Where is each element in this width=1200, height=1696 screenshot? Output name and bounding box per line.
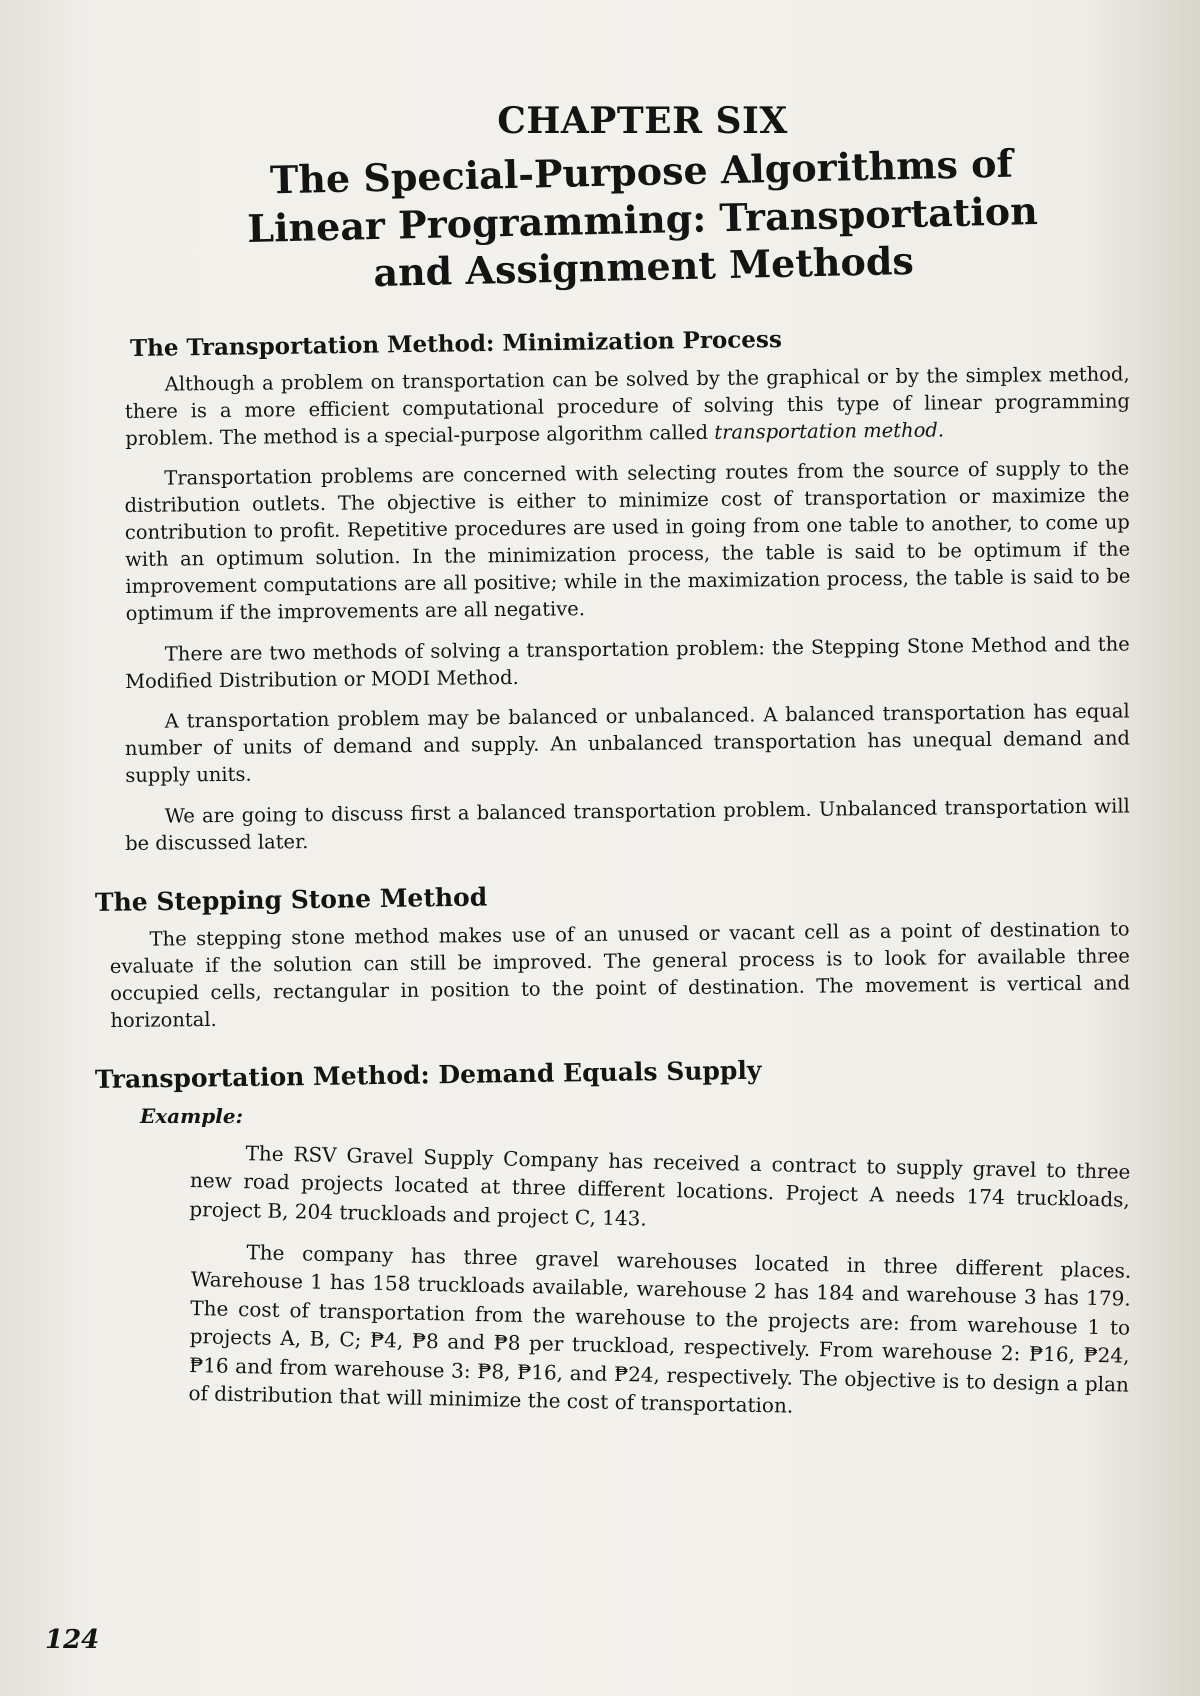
paragraph-intro [125, 361, 1131, 452]
paragraph-two-methods: There are two methods of solving a transportation problem: the Stepping Stone Method and the Modified Distribution or MODI Method. [125, 632, 1130, 693]
chapter-title-line-3: and Assignment Methods [372, 237, 915, 296]
chapter-title [154, 137, 1132, 302]
section-heading-demand-supply: Transportation Method: Demand Equals Supply [94, 1055, 762, 1094]
chapter-title-line-1: The Special-Purpose Algorithms of [269, 140, 1014, 203]
chapter-header [155, 100, 1130, 296]
page-number: 124 [45, 1625, 100, 1655]
chapter-title-line-2: Linear Programming: Transportation [246, 187, 1039, 251]
paragraph-example-contract: The RSV Gravel Supply Company has received a contract to supply gravel to three new road projects located at three different locations. Project A needs 174 truckloads, project B, 204 truckloads and project C, 143. [189, 1140, 1131, 1230]
page-content [95, 100, 1130, 1421]
paragraph-intro-emphasis: transportation method. [714, 417, 945, 444]
section-heading-stepping-stone: The Stepping Stone Method [94, 882, 488, 917]
paragraph-discuss-first: We are going to discuss first a balanced transportation problem. Unbalanced transportation will be discussed later. [125, 794, 1130, 856]
example-label: Example: [140, 1103, 243, 1128]
paragraph-balanced: A transportation problem may be balanced or unbalanced. A balanced transportation has equal number of units of demand and supply. An unbalanced transportation has unequal demand and supply units. [124, 699, 1131, 788]
section-heading-minimization: The Transportation Method: Minimization Process [129, 325, 783, 362]
paragraph-example-warehouses: The company has three gravel warehouses located in three different places. Warehouse 1 has 158 truckloads available, warehouse 2 has 184 and warehouse 3 has 179. The cost of transportation from the warehouse to the projects are: from warehouse 1 to projects A, B, C; ₱4, ₱8 and ₱8 per truckload, respectively. From warehouse 2: ₱16, ₱24, ₱16 and from warehouse 3: ₱8, ₱16, and ₱24, respectively. The objective is to design a plan of distribution that will minimize the cost of transportation. [188, 1239, 1132, 1418]
paragraph-transport-problems: Transportation problems are concerned with selecting routes from the source of supply to the distribution outlets. The objective is either to minimize cost of transportation or maximize the contribution to profit. Repetitive procedures are used in going from one table to another, to come up with an optimum solution. In the minimization process, the table is said to be optimum if the improvement computations are all positive; while in the maximization process, the table is said to be optimum if the improvements are all negative. [124, 456, 1131, 625]
paragraph-stepping-stone: The stepping stone method makes use of an unused or vacant cell as a point of destination to evaluate if the solution can still be improved. The general process is to look for available three occupied cells, rectangular in position to the point of destination. The movement is vertical and horizontal. [109, 917, 1131, 1032]
paragraph-intro-text: Although a problem on transportation can be solved by the graphical or by the simplex method, there is a more efficient computational procedure of solving this type of linear programming problem. The method is a special-purpose algorithm called [124, 361, 1131, 450]
chapter-label: CHAPTER SIX [497, 100, 788, 142]
